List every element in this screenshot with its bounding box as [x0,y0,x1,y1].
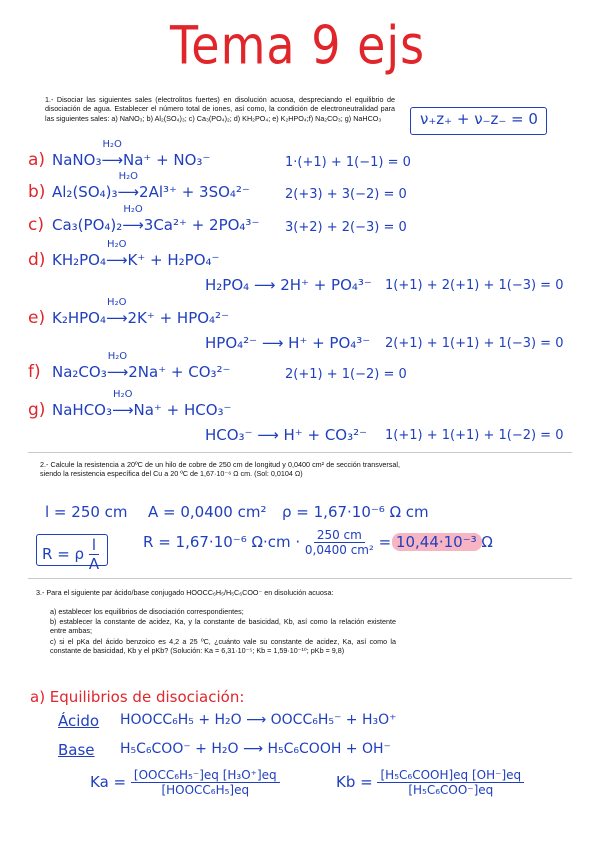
products: 2Al³⁺ + 3SO₄²⁻ [139,183,250,201]
ka-fraction [131,768,280,797]
ex3-section-a: a) Equilibrios de disociación: [30,688,245,706]
charge-balance: 1(+1) + 1(+1) + 1(−2) = 0 [385,428,564,443]
reaction-equation [52,204,260,234]
products: 2Na⁺ + CO₃²⁻ [128,363,231,381]
ex2-resistivity: ρ = 1,67·10⁻⁶ Ω cm [282,503,429,521]
arrow-label: H₂O [123,204,143,215]
ex2-formula [42,536,99,573]
charge-balance: 1(+1) + 2(+1) + 1(−3) = 0 [385,278,564,293]
reaction-arrow: ⟶ H₂O [101,139,123,169]
calc-result: = 10,44·10⁻³ Ω [378,533,493,551]
products: Na⁺ + HCO₃⁻ [133,401,232,419]
ex3-statement-b: b) establecer la constante de acidez, Ka, y la constante de basicidad, Kb, así como la relación existente entre ambas; [50,617,396,636]
charge-balance: 2(+1) + 1(+1) + 1(−3) = 0 [385,336,564,351]
charge-balance: 2(+3) + 3(−2) = 0 [285,187,407,202]
reactant: Ca₃(PO₄)₂ [52,216,123,234]
kb-expression [336,768,524,797]
reactant: NaNO₃ [52,151,102,169]
secondary-dissociation: H₂PO₄ ⟶ 2H⁺ + PO₄³⁻ [205,276,372,294]
acid-equation: HOOCC₆H₅ + H₂O ⟶ OOCC₆H₅⁻ + H₃O⁺ [120,712,397,728]
ka-expression [90,768,280,797]
reaction-label: c) [28,215,44,235]
reaction-equation [52,139,211,169]
ka-numerator: [OOCC₆H₅⁻]eq [H₃O⁺]eq [131,768,280,783]
charge-balance: 2(+1) + 1(−2) = 0 [285,367,407,382]
calc-numerator: 250 cm [314,528,365,543]
base-label: Base [58,741,95,759]
ex3-statement-head: 3.- Para el siguiente par ácido/base conjugado HOOCC₆H₅/H₅C₆COO⁻ en disolución acuosa: [36,588,334,597]
reactant: KH₂PO₄ [52,251,106,269]
base-equation: H₅C₆COO⁻ + H₂O ⟶ H₅C₆COOH + OH⁻ [120,741,391,757]
kb-lhs: Kb = [336,773,373,791]
ka-lhs: Ka = [90,773,127,791]
reactant: NaHCO₃ [52,401,112,419]
reaction-equation [52,389,232,419]
reaction-arrow: ⟶ H₂O [112,389,134,419]
products: K⁺ + H₂PO₄⁻ [127,251,220,269]
kb-numerator: [H₅C₆COOH]eq [OH⁻]eq [377,768,524,783]
reactant: Al₂(SO₄)₃ [52,183,118,201]
arrow-label: H₂O [107,351,128,362]
ka-denominator: [HOOCC₆H₅]eq [161,783,250,797]
formula-fraction [89,536,99,573]
separator-2 [28,578,572,579]
reaction-arrow: ⟶ H₂O [106,297,128,327]
ex3-statement-a: a) establecer los equilibrios de disociación correspondientes; [50,607,244,616]
secondary-dissociation: HCO₃⁻ ⟶ H⁺ + CO₃²⁻ [205,426,368,444]
secondary-dissociation: HPO₄²⁻ ⟶ H⁺ + PO₄³⁻ [205,334,371,352]
arrow-label: H₂O [107,239,127,250]
reaction-arrow: ⟶ H₂O [106,239,128,269]
reaction-label: g) [28,400,46,420]
formula-lhs: R = ρ [42,545,85,563]
reaction-arrow: ⟶ H₂O [106,351,129,381]
arrow-label: H₂O [113,389,133,400]
reaction-label: d) [28,250,46,270]
reaction-arrow: ⟶ H₂O [117,171,140,201]
reaction-label: f) [28,362,41,382]
charge-balance: 1·(+1) + 1(−1) = 0 [285,155,411,170]
ex1-statement: 1.- Disociar las siguientes sales (electrolitos fuertes) en disolución acuosa, despreciando el equilibrio de disociación de agua. Establecer el número total de iones, así como, la condición de electroneutralidad para las siguientes sales: a) NaNO₃; b) Al₂(SO₄)₃; c) Ca₃(PO₄)₂; d) KH₂PO₄; e) K₂HPO₄;f) Na₂CO₃; g) NaHCO₃ [45,95,395,123]
formula-numerator: l [89,536,99,555]
ex2-statement: 2.- Calcule la resistencia a 20ºC de un hilo de cobre de 250 cm de longitud y 0,0400 cm² de sección transversal, siendo la resistencia específica del Cu a 20 ºC de 1,67·10⁻⁶ Ω cm. (Sol: 0,0104 Ω) [40,460,400,479]
reaction-label: b) [28,182,46,202]
ex2-calculation [143,528,493,557]
reaction-equation [52,351,231,381]
calc-fraction [305,528,374,557]
reaction-equation [52,297,229,327]
kb-denominator: [H₅C₆COO⁻]eq [408,783,494,797]
separator-1 [28,452,572,453]
reaction-equation [52,171,250,201]
acid-label: Ácido [58,712,100,730]
products: Na⁺ + NO₃⁻ [122,151,211,169]
charge-balance: 3(+2) + 2(−3) = 0 [285,220,407,235]
arrow-label: H₂O [102,139,122,150]
reaction-label: a) [28,150,46,170]
arrow-label: H₂O [107,297,127,308]
reactant: K₂HPO₄ [52,309,106,327]
ex2-length: l = 250 cm [45,503,128,521]
formula-denominator: A [88,555,100,573]
reaction-equation [52,239,220,269]
calc-lhs: R = 1,67·10⁻⁶ Ω·cm · [143,533,301,551]
calc-denominator: 0,0400 cm² [304,543,374,557]
electroneutrality-formula: ν₊z₊ + ν₋z₋ = 0 [420,110,538,128]
products: 3Ca²⁺ + 2PO₄³⁻ [143,216,260,234]
kb-fraction [377,768,524,797]
arrow-label: H₂O [118,171,138,182]
ex3-statement-c: c) si el pKa del ácido benzoico es 4,2 a 25 ºC, ¿cuánto vale su constante de acidez, Ka, así como la constante de basicidad, Kb y el pKb? (Solución: Ka = 6,31·10⁻⁵; Kb = 1,59·10⁻¹⁰; pKb = 9,8) [50,637,396,656]
ex2-area: A = 0,0400 cm² [148,503,267,521]
page-title: Tema 9 ejs [170,13,426,77]
reactant: Na₂CO₃ [52,363,107,381]
products: 2K⁺ + HPO₄²⁻ [127,309,229,327]
reaction-arrow: ⟶ H₂O [122,204,144,234]
reaction-label: e) [28,308,46,328]
